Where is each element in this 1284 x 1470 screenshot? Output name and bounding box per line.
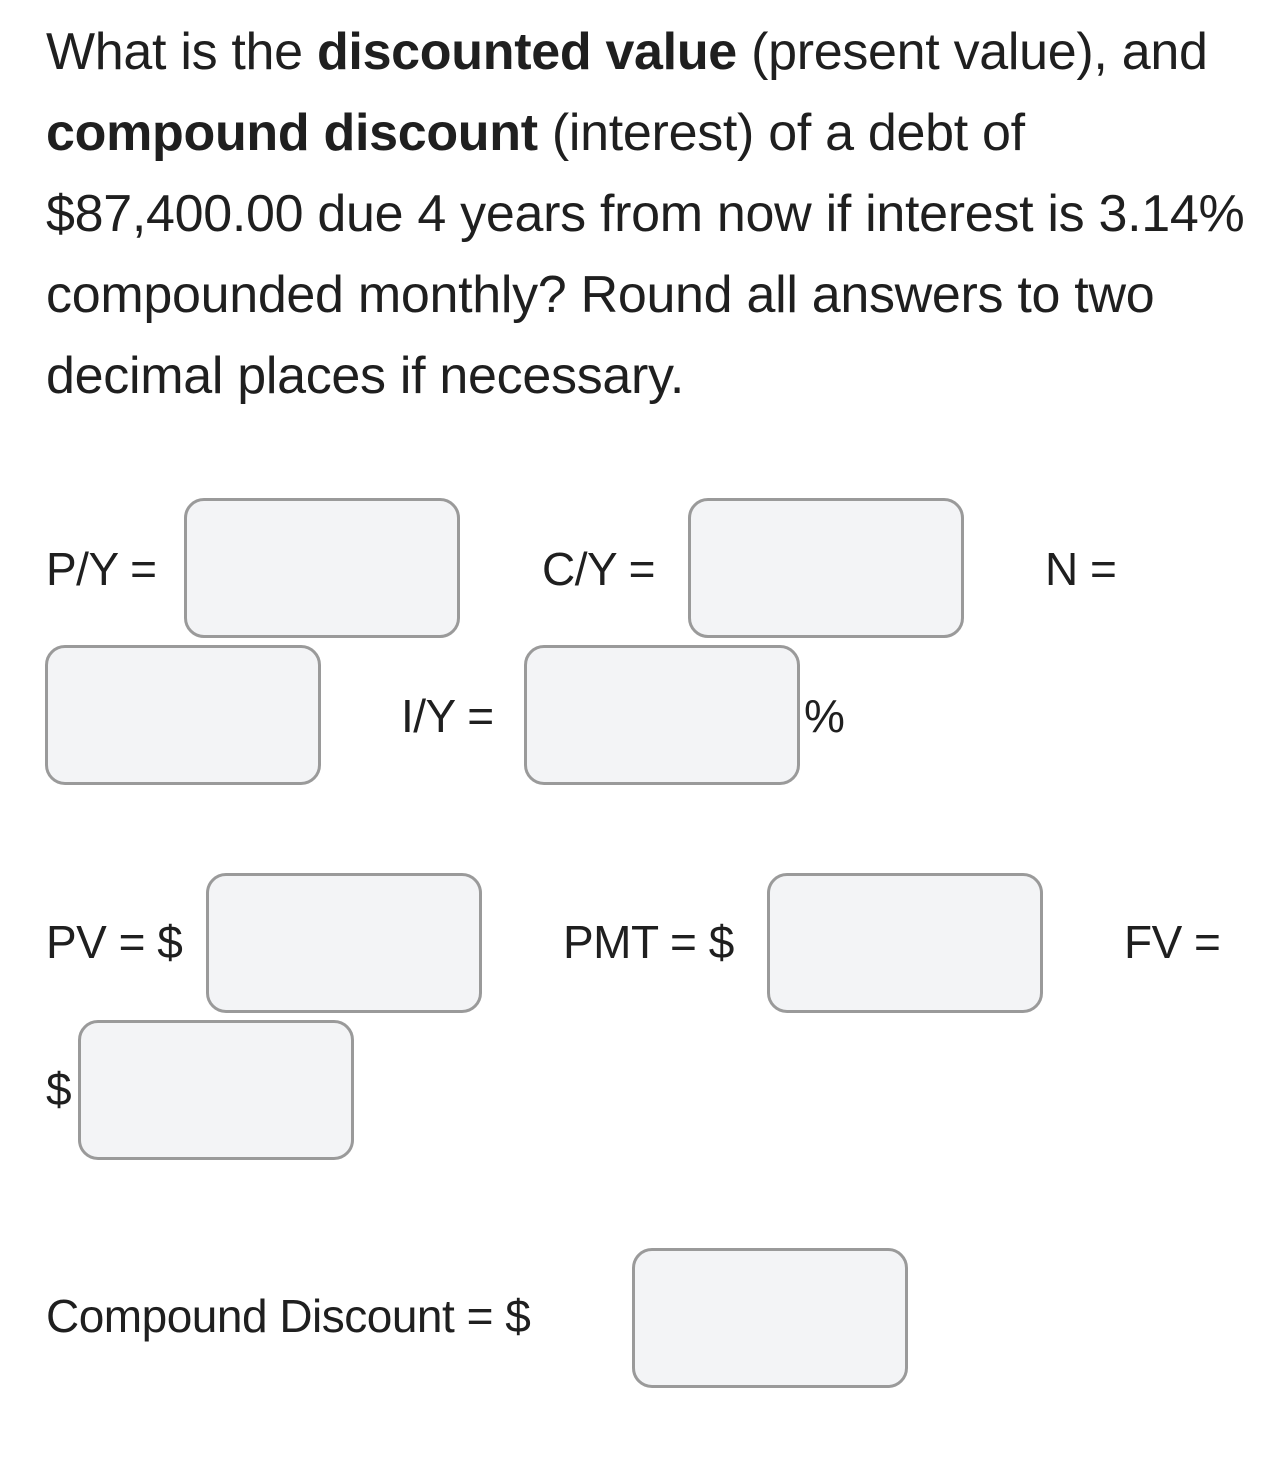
discounted-value-emphasis: discounted value: [316, 23, 737, 81]
n-label: N =: [1045, 543, 1117, 595]
pv-label: PV = $: [46, 916, 183, 968]
py-input[interactable]: [184, 498, 460, 638]
fv-label: FV =: [1124, 916, 1221, 968]
pmt-input[interactable]: [767, 873, 1043, 1013]
question-text-part-1: What is the: [46, 23, 317, 81]
cy-label: C/Y =: [542, 543, 655, 595]
pmt-label: PMT = $: [563, 916, 734, 968]
compound-discount-label: Compound Discount = $: [46, 1290, 531, 1342]
cy-input[interactable]: [688, 498, 964, 638]
percent-sign: %: [804, 690, 845, 742]
n-input[interactable]: [45, 645, 321, 785]
iy-label: I/Y =: [401, 690, 494, 742]
fv-input[interactable]: [78, 1020, 354, 1160]
py-label: P/Y =: [46, 543, 157, 595]
iy-input[interactable]: [524, 645, 800, 785]
pv-input[interactable]: [206, 873, 482, 1013]
question-text-part-2: (present value), and: [736, 23, 1208, 81]
question-text-part-3: (interest) of a debt of $87,400.00 due 4 years from now if interest is 3.14% compounded monthly? Round all answers to two decimal places if necessary.: [46, 104, 1245, 405]
question-text: [46, 12, 1246, 417]
compound-discount-emphasis: compound discount: [46, 104, 538, 162]
compound-discount-input[interactable]: [632, 1248, 908, 1388]
fv-dollar-sign: $: [46, 1063, 72, 1115]
